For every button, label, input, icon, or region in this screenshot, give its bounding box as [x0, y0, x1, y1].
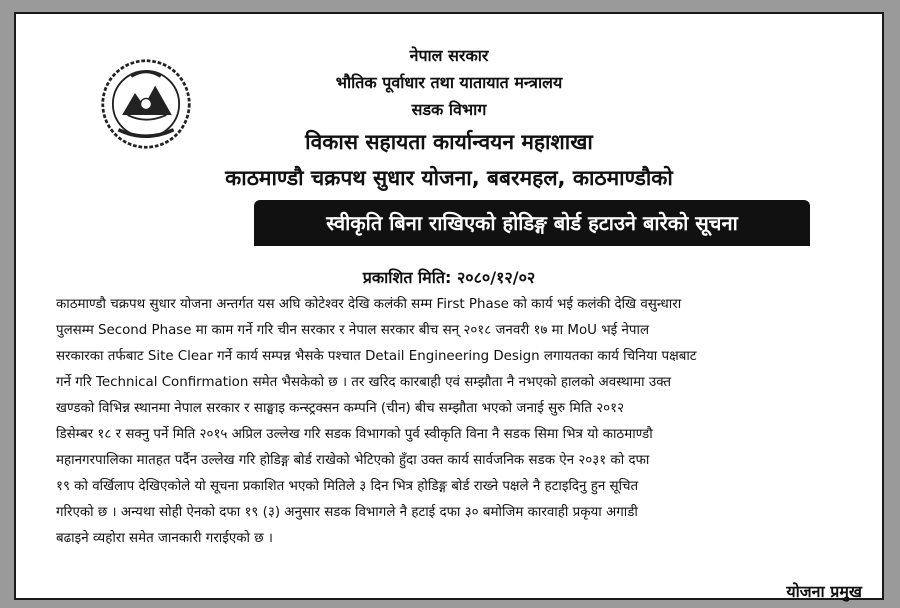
body-line: खण्डको विभिन्न स्थानमा नेपाल सरकार र साङ्घाइ कन्स्ट्रक्सन कम्पनि (चीन) बीच सम्झौता भएको जनाई सुरु मिति २०१२: [56, 401, 625, 416]
notice-body: [56, 292, 896, 552]
project-heading: काठमाण्डौ चक्रपथ सुधार योजना, बबरमहल, काठमाण्डौको: [225, 166, 673, 190]
ministry-heading: भौतिक पूर्वाधार तथा यातायात मन्त्रालय: [335, 73, 563, 92]
body-line: सरकारका तर्फबाट Site Clear गर्ने कार्य सम्पन्न भैसके पश्चात Detail Engineering Design लगायतका कार्य चिनिया पक्षबाट: [56, 349, 697, 364]
notice-title: स्वीकृति बिना राखिएको होडिङ्ग बोर्ड हटाउने बारेको सूचना: [254, 200, 810, 246]
signature-title: योजना प्रमुख: [786, 582, 862, 601]
body-line: गर्ने गरि Technical Confirmation समेत भैसकेको छ । तर खरिद कारबाही एवं सम्झौता नै नभएको हालको अवस्थामा उक्त: [56, 375, 672, 390]
body-line: १९ को वर्खिलाप देखिएकोले यो सूचना प्रकाशित भएको मितिले ३ दिन भित्र होडिङ्ग बोर्ड राख्ने पक्षले नै हटाइदिनु हुन सूचित: [56, 479, 639, 494]
published-date: प्रकाशित मिति: २०८०/१२/०२: [362, 268, 536, 287]
body-line: पुलसम्म Second Phase मा काम गर्ने गरि चीन सरकार र नेपाल सरकार बीच सन् २०१८ जनवरी १७ मा MoU भई नेपाल: [56, 323, 650, 338]
body-line: काठमाण्डौ चक्रपथ सुधार योजना अन्तर्गत यस अघि कोटेश्वर देखि कलंकी सम्म First Phase को कार्य भई कलंकी देखि वसुन्धारा: [56, 297, 682, 312]
government-heading: नेपाल सरकार: [409, 46, 489, 65]
division-heading: विकास सहायता कार्यान्वयन महाशाखा: [305, 130, 593, 154]
department-heading: सडक विभाग: [411, 100, 487, 119]
body-line: बढाइने व्यहोरा समेत जानकारी गराईएको छ ।: [56, 531, 273, 546]
body-line: डिसेम्बर १८ र सक्नु पर्ने मिति २०१५ अप्रिल उल्लेख गरि सडक विभागको पुर्व स्वीकृति विना नै सडक सिमा भित्र यो काठमाण्डौ: [56, 427, 653, 442]
body-line: गरिएको छ । अन्यथा सोही ऐनको दफा १९ (३) अनुसार सडक विभागले नै हटाई दफा ३० बमोजिम कारवाही प्रकृया अगाडी: [56, 505, 638, 520]
notice-frame: [14, 12, 884, 600]
body-line: महानगरपालिका मातहत पर्दैन उल्लेख गरि होडिङ्ग बोर्ड राखेको भेटिएको हुँदा उक्त कार्य सार्वजनिक सडक ऐन २०३१ को दफा: [56, 453, 650, 468]
